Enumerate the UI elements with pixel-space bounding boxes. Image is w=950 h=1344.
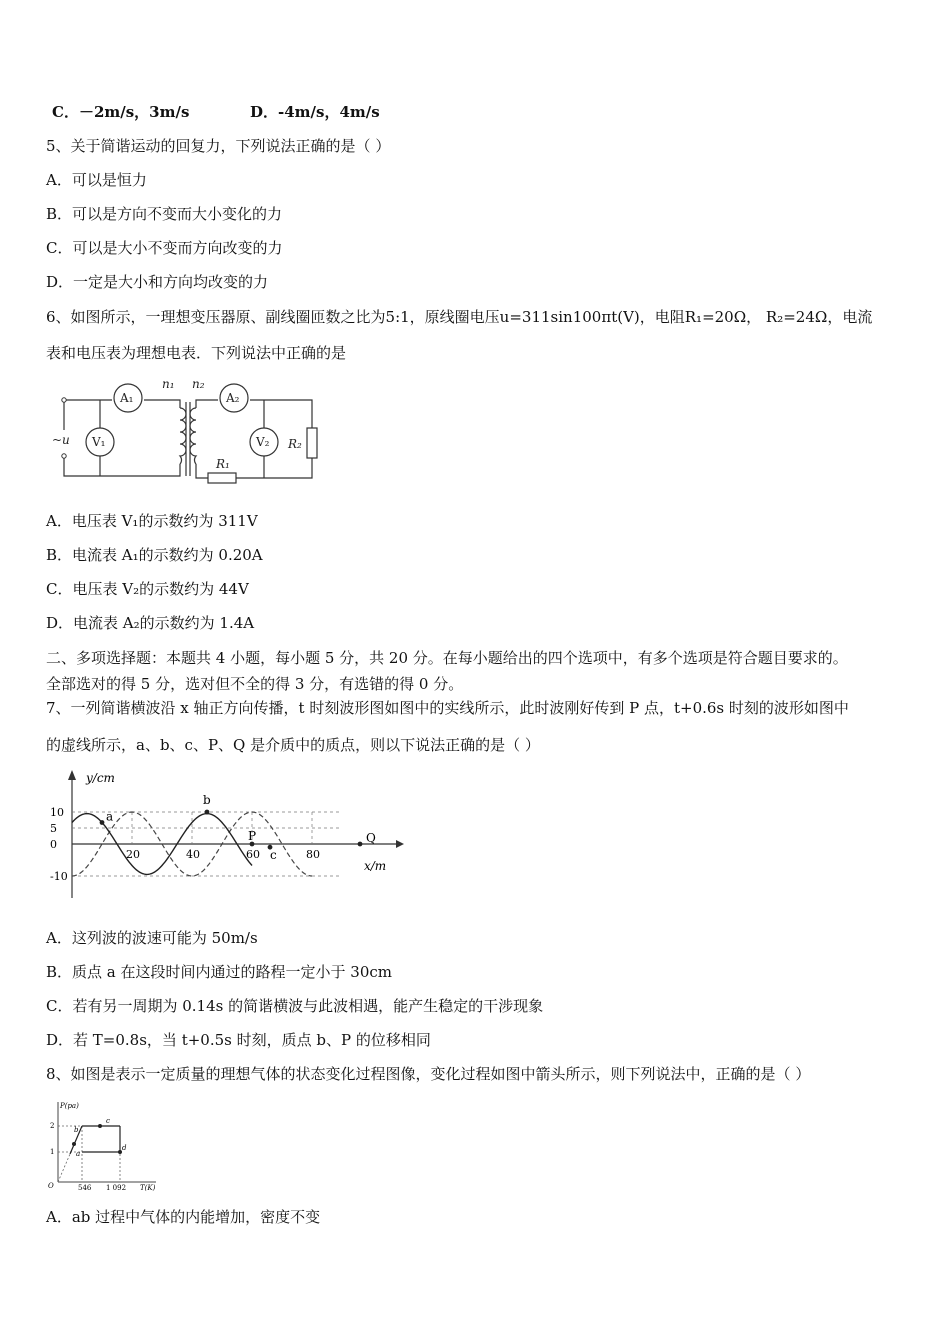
q7-option-b: B．质点 a 在这段时间内通过的路程一定小于 30cm <box>46 963 392 981</box>
y-tick-label: -10 <box>50 870 68 883</box>
q7-option-d: D．若 T=0.8s，当 t+0.5s 时刻，质点 b、P 的位移相同 <box>46 1031 431 1049</box>
pt-label-c: c <box>106 1117 110 1125</box>
q7-option-c: C．若有另一周期为 0.14s 的简谐横波与此波相遇，能产生稳定的干涉现象 <box>46 997 544 1015</box>
q5-option-a: A．可以是恒力 <box>46 171 147 189</box>
pt-y-tick-2: 2 <box>50 1122 55 1130</box>
wave-point-q <box>358 842 363 847</box>
section2-heading-line1: 二、多项选择题：本题共 4 小题，每小题 5 分，共 20 分。在每小题给出的四个选项中，有多个选项是符合题目要求的。 <box>46 649 848 667</box>
x-tick-label: 20 <box>126 848 140 861</box>
pt-point-c <box>98 1124 102 1128</box>
q6-option-d: D．电流表 A₂的示数约为 1.4A <box>46 614 255 632</box>
label-u: ~u <box>52 433 70 447</box>
wave-point-a <box>100 820 105 825</box>
q7-option-a: A．这列波的波速可能为 50m/s <box>46 929 258 947</box>
label-r2: R₂ <box>288 437 302 451</box>
q8-option-a: A．ab 过程中气体的内能增加，密度不变 <box>46 1208 321 1226</box>
y-tick-label: 0 <box>50 838 57 851</box>
x-tick-label: 80 <box>306 848 320 861</box>
x-axis-arrow <box>396 840 404 848</box>
x-tick-label: 40 <box>186 848 200 861</box>
pt-point-a <box>72 1142 76 1146</box>
q6-option-c: C．电压表 V₂的示数约为 44V <box>46 580 249 598</box>
x-axis-label: x/m <box>364 859 387 873</box>
q4-option-c: C．－2m/s，3m/s <box>52 103 190 121</box>
label-r1: R₁ <box>216 457 230 471</box>
q7-stem-line2: 的虚线所示，a、b、c、P、Q 是介质中的质点，则以下说法正确的是（ ） <box>46 736 540 754</box>
wave-point-label-p: P <box>248 829 257 843</box>
y-tick-label: 10 <box>50 806 64 819</box>
q5-option-b: B．可以是方向不变而大小变化的力 <box>46 205 283 223</box>
label-v1: V₁ <box>92 435 106 449</box>
q8-stem: 8、如图是表示一定质量的理想气体的状态变化过程图像，变化过程如图中箭头所示，则下列说法中，正确的是（ ） <box>46 1065 811 1083</box>
pt-label-b: b <box>74 1126 79 1134</box>
label-n1: n₁ <box>162 377 175 391</box>
y-axis-arrow <box>68 770 76 780</box>
wave-point-label-a: a <box>106 809 114 824</box>
q5-option-d: D．一定是大小和方向均改变的力 <box>46 273 269 291</box>
q7-stem-line1: 7、一列简谐横波沿 x 轴正方向传播，t 时刻波形图如图中的实线所示，此时波刚好传到 P 点，t+0.6s 时刻的波形如图中 <box>46 699 849 717</box>
y-axis-label: y/cm <box>86 771 115 785</box>
label-a1: A₁ <box>120 391 134 405</box>
q7-wave-chart <box>46 768 406 908</box>
q6-option-a: A．电压表 V₁的示数约为 311V <box>46 512 258 530</box>
q4-option-d: D．-4m/s，4m/s <box>250 103 380 121</box>
wave-point-label-c: c <box>270 848 277 863</box>
pt-y-tick-1: 1 <box>50 1148 55 1156</box>
pt-y-label: P(pa) <box>60 1102 79 1110</box>
pt-x-tick-546: 546 <box>78 1184 92 1192</box>
wave-point-label-q: Q <box>366 831 376 845</box>
label-n2: n₂ <box>192 377 205 391</box>
q8-pt-chart <box>44 1098 164 1194</box>
pt-label-d: d <box>122 1144 127 1152</box>
pt-origin: O <box>48 1182 54 1190</box>
wave-point-b <box>205 810 210 815</box>
q6-stem-line2: 表和电压表为理想电表．下列说法中正确的是 <box>46 344 347 362</box>
q6-stem-line1: 6、如图所示，一理想变压器原、副线圈匝数之比为5:1，原线圈电压u=311sin100πt(V)，电阻R₁=20Ω， R₂=24Ω，电流 <box>46 308 873 326</box>
label-v2: V₂ <box>256 435 270 449</box>
wave-point-label-b: b <box>203 793 211 807</box>
q6-option-b: B．电流表 A₁的示数约为 0.20A <box>46 546 263 564</box>
pt-x-tick-1092: 1 092 <box>106 1184 127 1192</box>
label-a2: A₂ <box>226 391 240 405</box>
x-tick-label: 60 <box>246 848 260 861</box>
pt-label-a: a <box>76 1150 81 1158</box>
pt-x-label: T(K) <box>140 1184 156 1192</box>
y-tick-label: 5 <box>50 822 57 835</box>
q6-circuit-diagram <box>50 372 330 492</box>
q5-stem: 5、关于简谐运动的回复力，下列说法正确的是（ ） <box>46 137 391 155</box>
section2-heading-line2: 全部选对的得 5 分，选对但不全的得 3 分，有选错的得 0 分。 <box>46 675 464 693</box>
q5-option-c: C．可以是大小不变而方向改变的力 <box>46 239 283 257</box>
